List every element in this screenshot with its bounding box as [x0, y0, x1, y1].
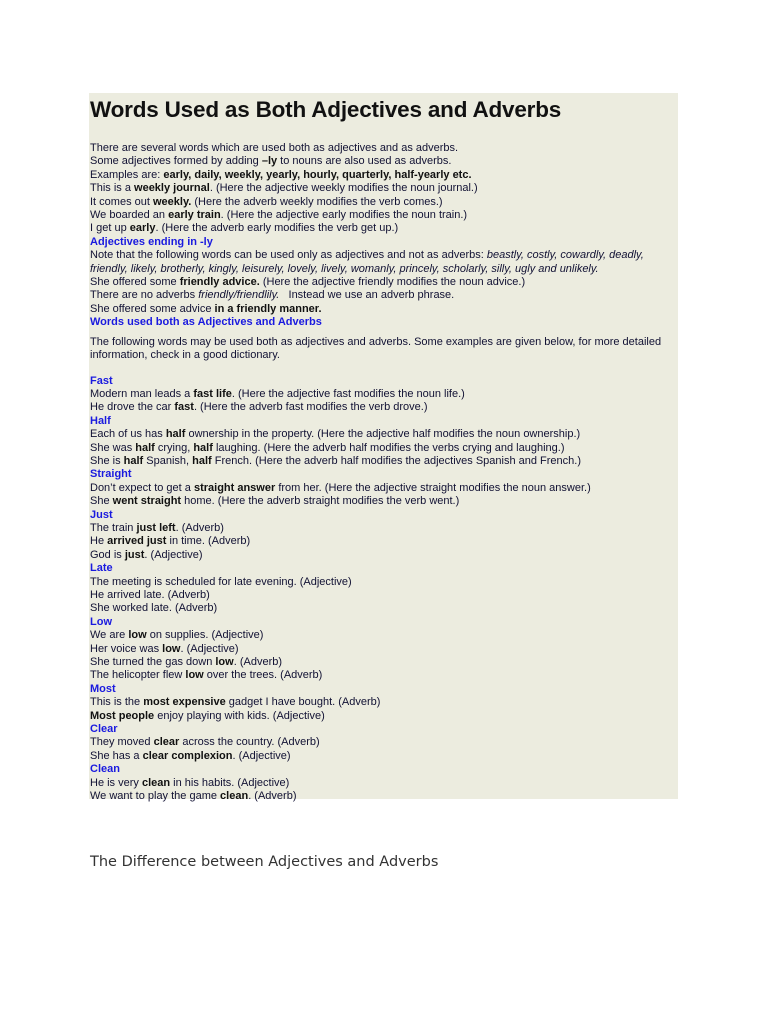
example-sentence: Don’t expect to get a straight answer from her. (Here the adjective straight modifies the noun answer.) [90, 481, 591, 494]
example-sentence: There are no adverbs friendly/friendlily. Instead we use an adverb phrase. [90, 289, 455, 302]
example-sentence: She offered some friendly advice. (Here the adjective friendly modifies the noun advice.) [90, 276, 526, 289]
example-sentence: He arrived just in time. (Adverb) [90, 535, 251, 548]
example-sentence: He arrived late. (Adverb) [90, 589, 210, 601]
word-heading-straight: Straight [90, 468, 132, 481]
intro-line: Examples are: early, daily, weekly, yearly, hourly, quarterly, half-yearly etc. [90, 168, 472, 181]
section-heading-both: Words used both as Adjectives and Adverbs [90, 316, 322, 329]
intro-line: Some adjectives formed by adding –ly to nouns are also used as adverbs. [90, 155, 452, 168]
word-heading-most: Most [90, 682, 116, 695]
note-line: Note that the following words can be used only as adjectives and not as adverbs: beastly, costly, cowardly, deadly, [90, 249, 644, 262]
example-sentence: The helicopter flew low over the trees. (Adverb) [90, 669, 323, 682]
note-line: friendly, likely, brotherly, kingly, leisurely, lovely, lively, womanly, princely, scholarly, silly, ugly and unlikely. [90, 262, 599, 275]
example-sentence: I get up early. (Here the adverb early modifies the verb get up.) [90, 222, 399, 235]
example-sentence: She has a clear complexion. (Adjective) [90, 749, 291, 762]
example-sentence: The meeting is scheduled for late evening. (Adjective) [90, 575, 352, 588]
word-heading-low: Low [90, 615, 112, 628]
intro-line: There are several words which are used both as adjectives and as adverbs. [90, 142, 459, 154]
example-sentence: We want to play the game clean. (Adverb) [90, 790, 297, 803]
example-sentence: She went straight home. (Here the adverb straight modifies the verb went.) [90, 495, 460, 508]
example-sentence: She is half Spanish, half French. (Here the adverb half modifies the adjectives Spanish and French.) [90, 454, 581, 467]
word-heading-late: Late [90, 562, 113, 575]
paragraph-line: information, check in a good dictionary. [90, 349, 280, 362]
example-sentence: She was half crying, half laughing. (Here the adverb half modifies the verbs crying and laughing.) [90, 441, 565, 454]
example-sentence: He is very clean in his habits. (Adjective) [90, 776, 290, 789]
example-sentence: We boarded an early train. (Here the adjective early modifies the noun train.) [90, 209, 468, 222]
example-sentence: Most people enjoy playing with kids. (Adjective) [90, 709, 325, 722]
example-sentence: The train just left. (Adverb) [90, 521, 224, 534]
example-sentence: Modern man leads a fast life. (Here the adjective fast modifies the noun life.) [90, 387, 465, 400]
next-section-title: The Difference between Adjectives and Adverbs [90, 854, 439, 870]
example-sentence: It comes out weekly. (Here the adverb weekly modifies the verb comes.) [90, 195, 443, 208]
example-sentence: We are low on supplies. (Adjective) [90, 629, 264, 642]
example-sentence: Her voice was low. (Adjective) [90, 642, 239, 655]
paragraph-line: The following words may be used both as adjectives and adverbs. Some examples are given below, for more detailed [90, 335, 662, 348]
example-sentence: This is a weekly journal. (Here the adjective weekly modifies the noun journal.) [90, 182, 478, 195]
word-heading-clean: Clean [90, 763, 120, 776]
example-sentence: He drove the car fast. (Here the adverb fast modifies the verb drove.) [90, 401, 428, 414]
article-content [90, 93, 684, 804]
word-heading-clear: Clear [90, 723, 118, 736]
example-sentence: She turned the gas down low. (Adverb) [90, 656, 283, 669]
example-sentence: They moved clear across the country. (Adverb) [90, 736, 320, 749]
word-heading-fast: Fast [90, 374, 113, 387]
example-sentence: She worked late. (Adverb) [90, 602, 218, 615]
example-sentence: God is just. (Adjective) [90, 548, 203, 561]
word-heading-just: Just [90, 508, 113, 521]
page-title: Words Used as Both Adjectives and Adverbs [90, 97, 562, 122]
word-heading-half: Half [90, 414, 111, 427]
example-sentence: She offered some advice in a friendly manner. [90, 302, 322, 315]
example-sentence: Each of us has half ownership in the property. (Here the adjective half modifies the noun ownership.) [90, 428, 581, 441]
example-sentence: This is the most expensive gadget I have bought. (Adverb) [90, 696, 381, 709]
section-heading-ly: Adjectives ending in -ly [90, 235, 213, 248]
